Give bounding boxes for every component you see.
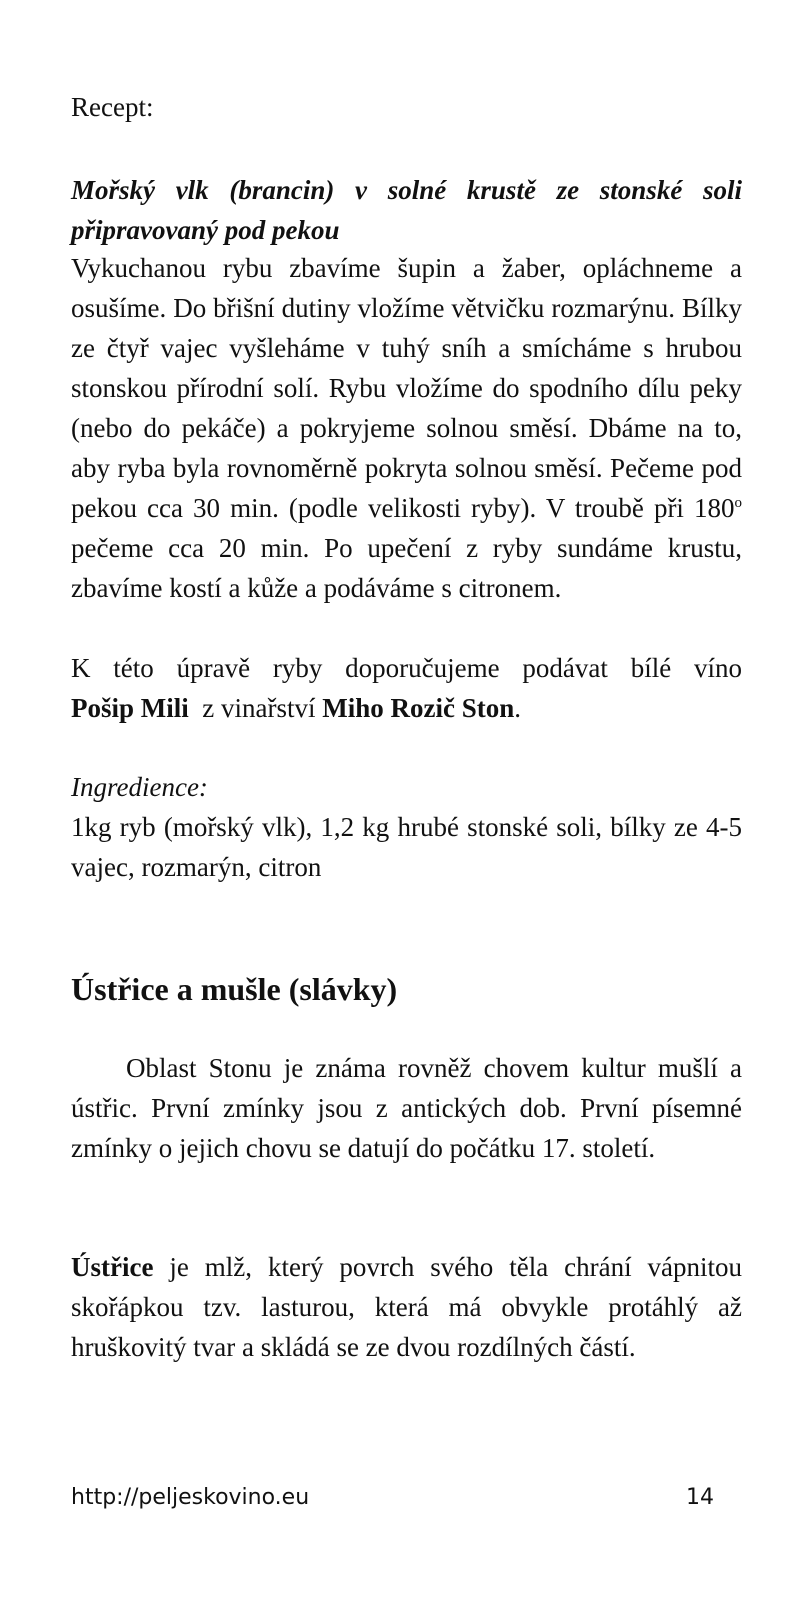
footer-url[interactable]: http://peljeskovino.eu <box>71 1485 310 1510</box>
recipe-instructions <box>71 248 742 608</box>
wine-recommendation <box>71 648 742 728</box>
page-number: 14 <box>686 1485 714 1510</box>
wine-mid: z vinařství <box>188 693 323 723</box>
ingredients-text: 1kg ryb (mořský vlk), 1,2 kg hrubé stonské soli, bílky ze 4-5 vajec, rozmarýn, citron <box>71 812 742 882</box>
oyster-term: Ústřice <box>71 1252 154 1282</box>
winery-name: Miho Rozič Ston <box>322 693 515 723</box>
ingredients-label: Ingredience: <box>71 772 208 802</box>
wine-line-2 <box>71 688 742 728</box>
recipe-body-part-1: Vykuchanou rybu zbavíme šupin a žaber, opláchneme a osušíme. Do břišní dutiny vložíme větvičku rozmarýnu. Bílky ze čtyř vajec vyšleháme v tuhý sníh a smícháme s hrubou stonskou přírodní solí. Rybu vložíme do spodního dílu peky (nebo do pekáče) a pokryjeme solnou směsí. Dbáme na to, aby ryba byla rovnoměrně pokryta solnou směsí. Pečeme pod pekou cca 30 min. (podle velikosti ryby). V troubě při 180 <box>71 253 742 523</box>
wine-end: . <box>514 693 521 723</box>
oyster-description: je mlž, který povrch svého těla chrání vápnitou skořápkou tzv. lasturou, která má obvykle protáhlý až hruškovitý tvar a skládá se ze dvou rozdílných částí. <box>71 1252 742 1362</box>
wine-intro: K této úpravě ryby doporučujeme podávat bílé víno <box>71 653 742 683</box>
recipe-body-part-2: pečeme cca 20 min. Po upečení z ryby sundáme krustu, zbavíme kostí a kůže a podáváme s citronem. <box>71 533 742 603</box>
section-title: Ústřice a mušle (slávky) <box>71 971 398 1007</box>
section-paragraph-2 <box>71 1247 742 1367</box>
wine-name: Pošip Mili <box>71 693 189 723</box>
recipe-title: Mořský vlk (brancin) v solné krustě ze stonské soli připravovaný pod pekou <box>71 175 742 245</box>
section-paragraph-1: Oblast Stonu je známa rovněž chovem kultur mušlí a ústřic. První zmínky jsou z antických dob. První písemné zmínky o jejich chovu se datují do počátku 17. století. <box>71 1053 742 1163</box>
degree-mark: o <box>734 495 742 511</box>
recipe-label: Recept: <box>71 92 154 122</box>
